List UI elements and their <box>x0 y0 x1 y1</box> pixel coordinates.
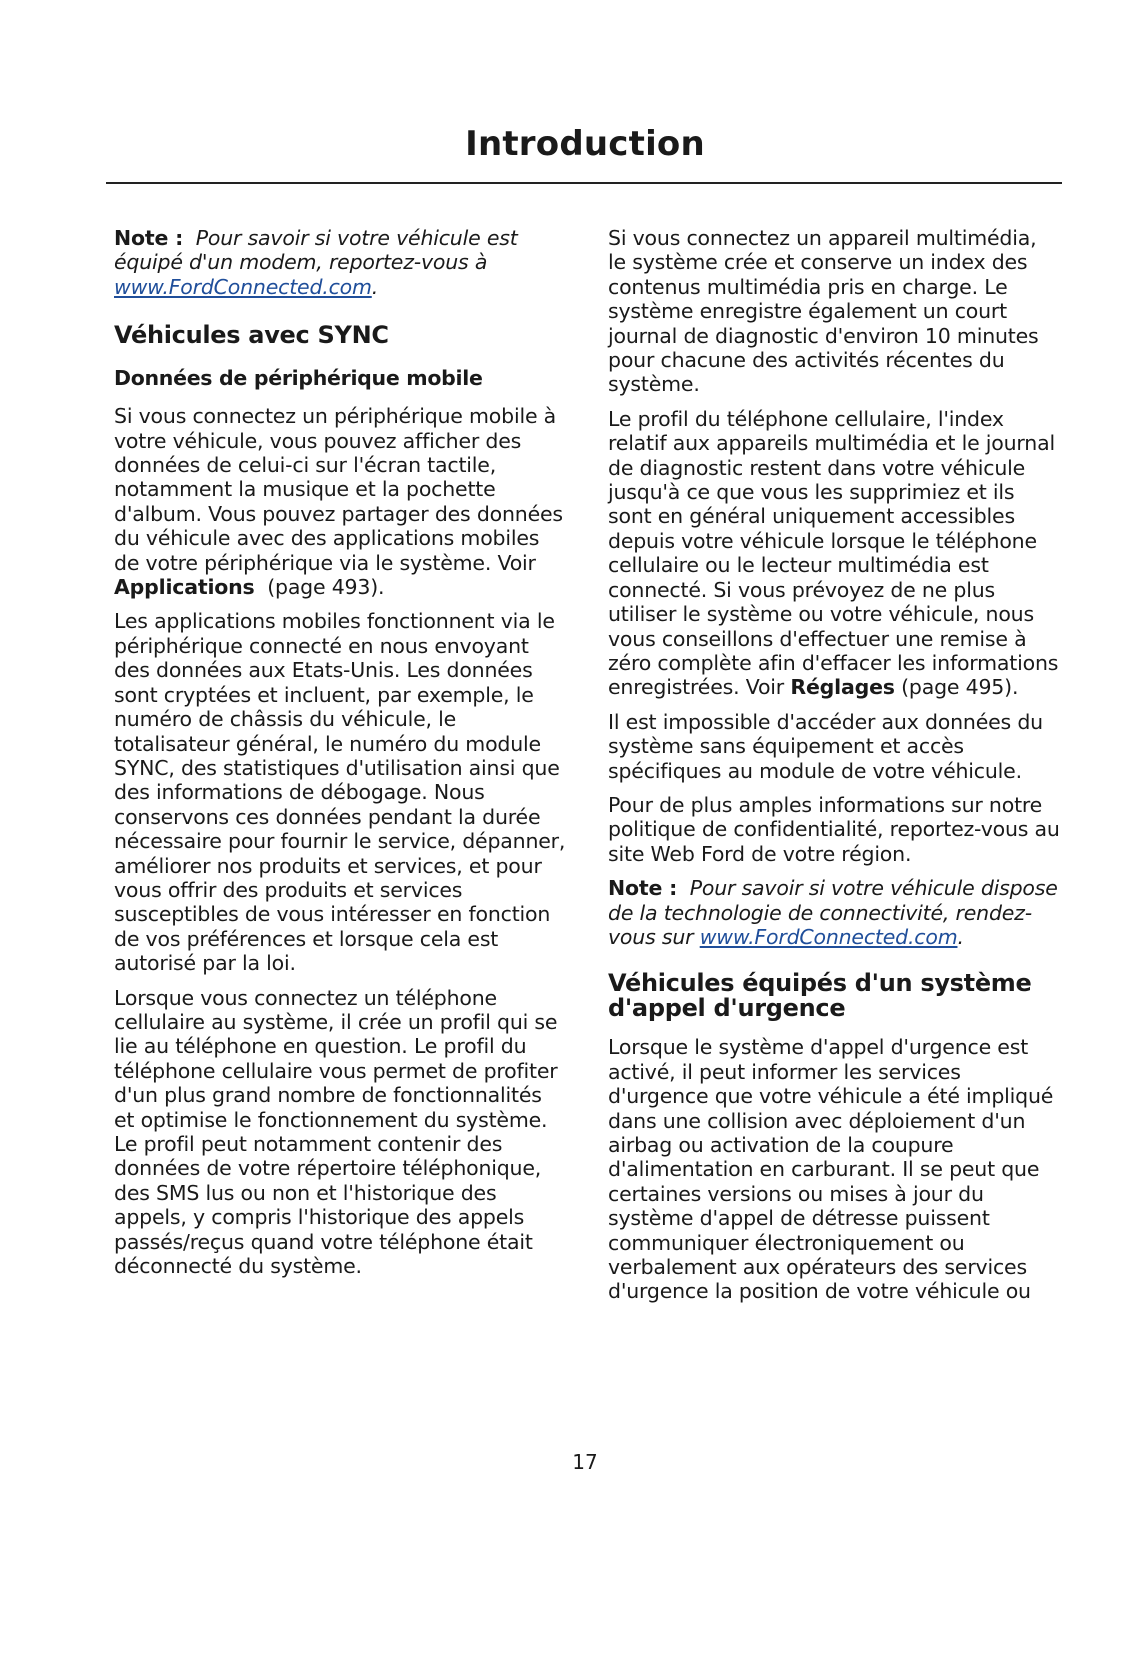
section-title-sync: Véhicules avec SYNC <box>114 321 389 350</box>
title-divider <box>106 182 1062 184</box>
paragraph: Si vous connectez un appareil multimédia, le système crée et conserve un index des contenus multimédia pris en charge. Le système enregistre également un court journal de diagnostic d'environ 10 minutes pour chacune des activités récentes du système. <box>608 226 1039 397</box>
paragraph: Les applications mobiles fonctionnent via le périphérique connecté en nous envoyant des données aux Etats-Unis. Les données sont cryptées et incluent, par exemple, le numéro de châssis du véhicule, le totalisateur général, le numéro du module SYNC, des statistiques d'utilisation ainsi que des informations de débogage. Nous conservons ces données pendant la durée nécessaire pour fournir le service, dépanner, améliorer nos produits et services, et pour vous offrir des produits et services susceptibles de vous intéresser en fonction de vos préférences et lorsque cela est autorisé par la loi. <box>114 609 566 976</box>
fordconnected-link[interactable]: www.FordConnected.com <box>114 274 372 299</box>
page-title: Introduction <box>465 124 705 164</box>
reglages-reference[interactable]: Réglages <box>790 675 895 700</box>
page-number: 17 <box>572 1450 598 1474</box>
fordconnected-link[interactable]: www.FordConnected.com <box>699 924 958 949</box>
note-text: Pour savoir si votre véhicule est équipé d'un modem, reportez-vous à <box>114 226 518 275</box>
note-label: Note : <box>114 226 184 250</box>
left-column <box>114 226 566 1288</box>
section-title-emergency-call: Véhicules équipés d'un système d'appel d'urgence <box>608 969 1032 1023</box>
page-reference: (page 493). <box>267 575 385 600</box>
modem-note: Note : Pour savoir si votre véhicule est équipé d'un modem, reportez-vous à www.FordConnected.com. <box>114 226 518 299</box>
connectivity-note: Note : Pour savoir si votre véhicule dispose de la technologie de connectivité, rendez-vous sur www.FordConnected.com. <box>608 876 1058 949</box>
right-column <box>608 226 1060 1314</box>
paragraph: Le profil du téléphone cellulaire, l'index relatif aux appareils multimédia et le journal de diagnostic restent dans votre véhicule jusqu'à ce que vous les supprimiez et ils sont en général uniquement accessibles depuis votre véhicule lorsque le téléphone cellulaire ou le lecteur multimédia est connecté. Si vous prévoyez de ne plus utiliser le système ou votre véhicule, nous vous conseillons d'effectuer une remise à zéro complète afin d'effacer les informations enregistrées. Voir Réglages (page 495). <box>608 406 1059 700</box>
paragraph: Lorsque le système d'appel d'urgence est activé, il peut informer les services d'urgence que votre véhicule a été impliqué dans une collision avec déploiement d'un airbag ou activation de la coupure d'alimentation en carburant. Il se peut que certaines versions ou mises à jour du système d'appel de détresse puissent communiquer électroniquement ou verbalement aux opérateurs des services d'urgence la position de votre véhicule ou <box>608 1035 1054 1304</box>
paragraph: Lorsque vous connectez un téléphone cellulaire au système, il crée un profil qui se lie au téléphone en question. Le profil du téléphone cellulaire vous permet de profiter d'un plus grand nombre de fonctionnalités et optimise le fonctionnement du système. Le profil peut notamment contenir des données de votre répertoire téléphonique, des SMS lus ou non et l'historique des appels, y compris l'historique des appels passés/reçus quand votre téléphone était déconnecté du système. <box>114 985 558 1279</box>
paragraph: Il est impossible d'accéder aux données du système sans équipement et accès spécifiques au module de votre véhicule. <box>608 709 1043 783</box>
page-reference: (page 495). <box>901 675 1019 700</box>
applications-reference[interactable]: Applications <box>114 575 255 600</box>
subsection-title-mobile-data: Données de périphérique mobile <box>114 366 483 391</box>
paragraph: Si vous connectez un périphérique mobile à votre véhicule, vous pouvez afficher des données de celui-ci sur l'écran tactile, notamment la musique et la pochette d'album. Vous pouvez partager des données du véhicule avec des applications mobiles de votre périphérique via le système. Voir Applications (page 493). <box>114 404 563 600</box>
note-text: Pour savoir si votre véhicule dispose de la technologie de connectivité, rendez-vous sur <box>608 876 1058 949</box>
paragraph: Pour de plus amples informations sur notre politique de confidentialité, reportez-vous au site Web Ford de votre région. <box>608 792 1060 866</box>
note-label: Note : <box>608 876 678 901</box>
